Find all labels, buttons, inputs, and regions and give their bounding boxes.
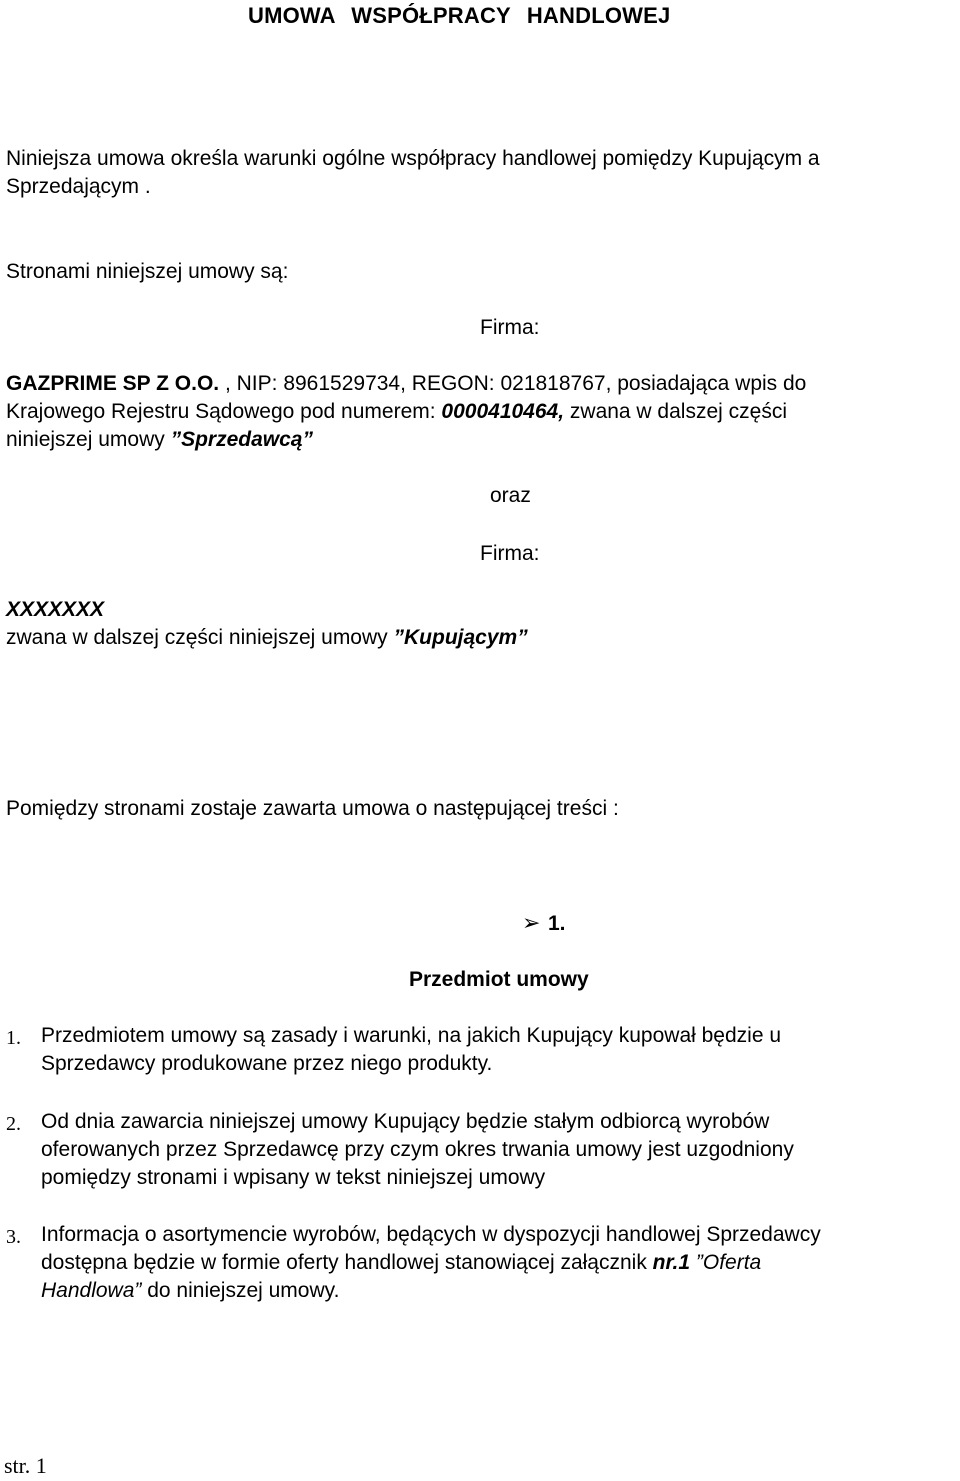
connector-oraz: oraz — [490, 484, 531, 507]
section-marker-icon: ➢ — [522, 911, 541, 936]
section-title: Przedmiot umowy — [409, 968, 589, 991]
seller-krs-number: 0000410464, — [441, 400, 565, 423]
clause-2-line-3: pomiędzy stronami i wpisany w tekst niniejszej umowy — [41, 1166, 546, 1189]
attachment-title-a: ”Oferta — [690, 1251, 762, 1274]
seller-line-3 — [6, 426, 313, 454]
document-title: UMOWA WSPÓŁPRACY HANDLOWEJ — [248, 3, 671, 28]
seller-firma-label: Firma: — [480, 316, 540, 339]
seller-designation-a: zwana w dalszej części — [564, 400, 787, 423]
section-number: 1. — [548, 912, 566, 935]
intro-line-1: Niniejsza umowa określa warunki ogólne współpracy handlowej pomiędzy Kupującym a — [6, 147, 820, 170]
clause-1-line-1: Przedmiotem umowy są zasady i warunki, na jakich Kupujący kupował będzie u — [41, 1024, 782, 1047]
preamble: Pomiędzy stronami zostaje zawarta umowa o następującej treści : — [6, 797, 619, 820]
buyer-firma-label: Firma: — [480, 542, 540, 565]
clause-2-line-2: oferowanych przez Sprzedawcę przy czym okres trwania umowy jest uzgodniony — [41, 1138, 794, 1161]
clause-2-line-1: Od dnia zawarcia niniejszej umowy Kupujący będzie stałym odbiorcą wyrobów — [41, 1110, 770, 1133]
clause-3-text-b: do niniejszej umowy. — [141, 1279, 340, 1302]
seller-role: ”Sprzedawcą” — [170, 428, 313, 451]
clause-3-number: 3. — [6, 1226, 21, 1248]
seller-line-2 — [6, 398, 787, 426]
seller-registration: , NIP: 8961529734, REGON: 021818767, posiadająca wpis do — [219, 372, 807, 395]
buyer-role: ”Kupującym” — [393, 626, 528, 649]
intro-line-2: Sprzedającym . — [6, 175, 151, 198]
clause-2-number: 2. — [6, 1113, 21, 1135]
clause-3-line-2 — [41, 1249, 761, 1277]
seller-designation-b: niniejszej umowy — [6, 428, 171, 451]
seller-krs-label: Krajowego Rejestru Sądowego pod numerem: — [6, 400, 442, 423]
attachment-title-b: Handlowa” — [41, 1279, 142, 1302]
clause-3-line-3 — [41, 1277, 339, 1305]
parties-intro: Stronami niniejszej umowy są: — [6, 260, 289, 283]
page-number: str. 1 — [4, 1453, 47, 1478]
attachment-number: nr.1 — [652, 1251, 691, 1274]
clause-3-text-a: dostępna będzie w formie oferty handlowej stanowiącej załącznik — [41, 1251, 653, 1274]
seller-line-1 — [6, 370, 806, 398]
buyer-name: XXXXXXX — [6, 598, 105, 621]
clause-1-number: 1. — [6, 1027, 21, 1049]
clause-3-line-1: Informacja o asortymencie wyrobów, będących w dyspozycji handlowej Sprzedawcy — [41, 1223, 821, 1246]
clause-1-line-2: Sprzedawcy produkowane przez niego produkty. — [41, 1052, 493, 1075]
buyer-line — [6, 624, 528, 652]
buyer-designation: zwana w dalszej części niniejszej umowy — [6, 626, 394, 649]
seller-name: GAZPRIME SP Z O.O. — [6, 372, 220, 395]
